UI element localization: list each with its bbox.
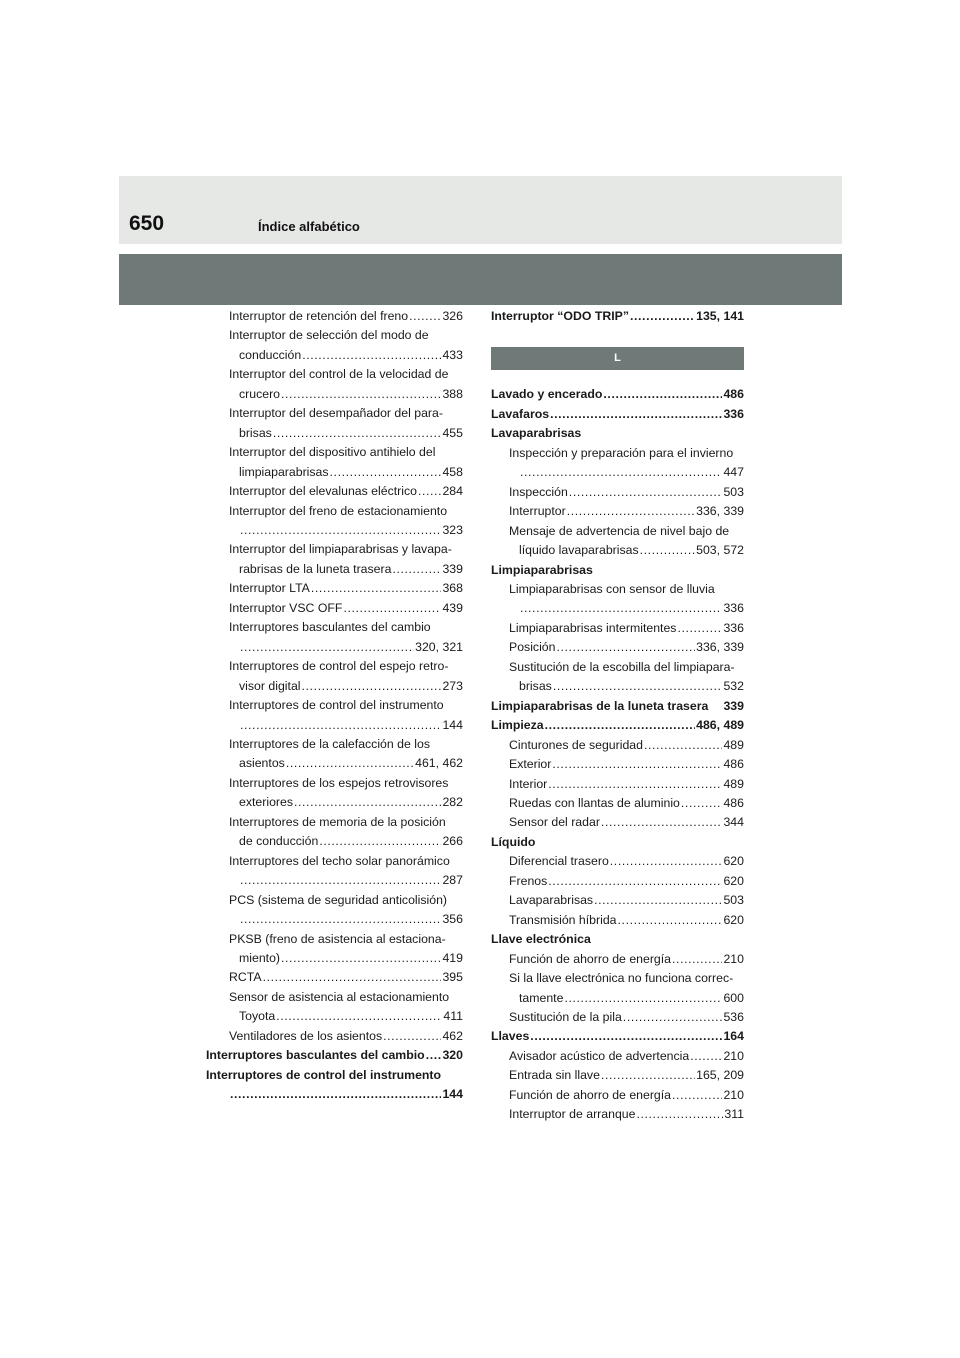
section-banner xyxy=(119,254,842,305)
index-entry xyxy=(206,754,463,773)
entry-page: 536 xyxy=(723,1009,744,1024)
entry-page: 620 xyxy=(723,912,744,927)
index-entry xyxy=(491,813,744,832)
index-entry xyxy=(206,910,463,929)
entry-text: Sustitución de la escobilla del limpiapara- xyxy=(509,659,735,674)
entry-page: 462 xyxy=(442,1028,463,1043)
entry-page: 532 xyxy=(723,679,744,694)
entry-page: 503 xyxy=(723,893,744,908)
leader-dots xyxy=(273,424,442,443)
entry-page: 486 xyxy=(723,387,744,402)
entry-text: visor digital xyxy=(239,678,301,693)
index-entry xyxy=(206,404,463,423)
entry-page: 164 xyxy=(723,1029,744,1044)
entry-text: Sustitución de la pila xyxy=(509,1009,622,1024)
index-entry xyxy=(491,638,744,657)
entry-text: Interruptores de control del instrumento xyxy=(206,1067,442,1082)
index-entry xyxy=(206,949,463,968)
entry-text: Interruptores de los espejos retrovisores xyxy=(229,775,449,790)
index-entry xyxy=(491,1105,744,1124)
leader-dots xyxy=(672,1086,722,1105)
entry-text: brisas xyxy=(239,425,272,440)
entry-page: 458 xyxy=(442,464,463,479)
entry-page: 620 xyxy=(723,854,744,869)
index-entry xyxy=(206,988,463,1007)
leader-dots xyxy=(343,599,441,618)
letter-heading: L xyxy=(491,347,744,370)
index-entry xyxy=(206,871,463,890)
leader-dots xyxy=(601,1066,695,1085)
entry-text: Interior xyxy=(509,776,548,791)
leader-dots xyxy=(569,483,723,502)
entry-text: Diferencial trasero xyxy=(509,854,609,869)
entry-text: Interruptor de selección del modo de xyxy=(229,328,429,343)
leader-dots xyxy=(418,482,441,501)
index-entry xyxy=(206,677,463,696)
leader-dots xyxy=(520,599,722,618)
entry-text: Llave electrónica xyxy=(491,932,591,947)
entry-text: Exterior xyxy=(509,757,552,772)
entry-page: 486 xyxy=(723,795,744,810)
entry-text: Limpiaparabrisas con sensor de lluvia xyxy=(509,581,715,596)
entry-text: Si la llave electrónica no funciona correc- xyxy=(509,971,734,986)
entry-text: Ruedas con llantas de aluminio xyxy=(509,795,680,810)
entry-text: Interruptor “ODO TRIP” xyxy=(491,309,629,323)
index-entry xyxy=(206,696,463,715)
entry-text: Interruptores del techo solar panorámico xyxy=(229,853,450,868)
leader-dots xyxy=(520,463,722,482)
entry-page: 439 xyxy=(442,600,463,615)
entry-text: Posición xyxy=(509,640,556,655)
entry-page: 356 xyxy=(442,912,463,927)
leader-dots xyxy=(640,541,696,560)
entry-text: Interruptores de memoria de la posición xyxy=(229,814,446,829)
leader-dots xyxy=(319,832,441,851)
index-entry xyxy=(491,658,744,677)
leader-dots xyxy=(548,872,722,891)
entry-page: 489 xyxy=(723,776,744,791)
index-entry xyxy=(491,833,744,852)
entry-page: 395 xyxy=(442,970,463,985)
entry-page: 486 xyxy=(723,757,744,772)
leader-dots xyxy=(681,794,723,813)
index-entry xyxy=(206,540,463,559)
index-entry xyxy=(491,1008,744,1027)
leader-dots xyxy=(230,1085,441,1104)
entry-page: 210 xyxy=(723,1048,744,1063)
entry-text: Lavaparabrisas xyxy=(491,426,582,441)
entry-page: 600 xyxy=(723,990,744,1005)
entry-text: Interruptor del dispositivo antihielo del xyxy=(229,445,436,460)
entry-text: brisas xyxy=(519,679,552,694)
entry-page: 433 xyxy=(442,347,463,362)
index-entry xyxy=(206,774,463,793)
index-entry xyxy=(206,482,463,501)
entry-page: 411 xyxy=(443,1009,463,1024)
index-entry xyxy=(491,1027,744,1046)
index-column-right xyxy=(491,307,744,1125)
entry-page: 503 xyxy=(723,484,744,499)
index-entry xyxy=(206,365,463,384)
leader-dots xyxy=(567,502,695,521)
entry-text: Ventiladores de los asientos xyxy=(229,1028,383,1043)
leader-dots xyxy=(644,736,722,755)
leader-dots xyxy=(601,813,723,832)
index-entry xyxy=(491,755,744,774)
entry-text: Frenos xyxy=(509,873,548,888)
entry-text: Limpiaparabrisas intermitentes xyxy=(509,620,677,635)
index-entry xyxy=(206,385,463,404)
entry-page: 368 xyxy=(442,581,463,596)
entry-text: Función de ahorro de energía xyxy=(509,1087,672,1102)
entry-page: 284 xyxy=(442,484,463,499)
index-entry xyxy=(491,561,744,580)
entry-page: 282 xyxy=(442,795,463,810)
entry-text: Sensor del radar xyxy=(509,815,600,830)
entry-page: 486, 489 xyxy=(696,718,744,733)
entry-text: Lavafaros xyxy=(491,406,550,421)
entry-text: Mensaje de advertencia de nivel bajo de xyxy=(509,523,730,538)
entry-page: 336, 339 xyxy=(696,640,744,655)
leader-dots xyxy=(550,405,722,424)
entry-page: 273 xyxy=(442,678,463,693)
index-entry xyxy=(491,697,744,716)
leader-dots xyxy=(311,579,442,598)
leader-dots xyxy=(330,463,442,482)
entry-text: líquido lavaparabrisas xyxy=(519,543,639,558)
entry-text: Limpiaparabrisas de la luneta trasera xyxy=(491,698,709,713)
entry-page: 266 xyxy=(442,834,463,849)
index-entry xyxy=(206,521,463,540)
leader-dots xyxy=(545,716,696,735)
entry-text: PCS (sistema de seguridad anticolisión) xyxy=(229,892,448,907)
index-entry xyxy=(206,930,463,949)
entry-text: PKSB (freno de asistencia al estaciona- xyxy=(229,931,446,946)
entry-text: Interruptores basculantes del cambio xyxy=(206,1048,425,1063)
index-entry xyxy=(491,852,744,871)
leader-dots xyxy=(548,775,722,794)
index-entry xyxy=(491,1066,744,1085)
index-entry xyxy=(206,1066,463,1085)
entry-page: 336, 339 xyxy=(696,504,744,519)
index-entry xyxy=(491,424,744,443)
index-entry xyxy=(206,832,463,851)
entry-text: Avisador acústico de advertencia xyxy=(509,1048,690,1063)
leader-dots xyxy=(677,619,722,638)
entry-text: conducción xyxy=(239,347,302,362)
index-entry xyxy=(206,1085,463,1104)
leader-dots xyxy=(618,911,723,930)
index-entry xyxy=(491,775,744,794)
index-entry xyxy=(206,326,463,345)
entry-page: 320, 321 xyxy=(415,639,463,654)
index-entry xyxy=(206,716,463,735)
index-entry xyxy=(206,735,463,754)
entry-text: tamente xyxy=(519,990,564,1005)
index-entry xyxy=(206,1027,463,1046)
leader-dots xyxy=(603,385,722,404)
entry-text: Lavaparabrisas xyxy=(509,893,594,908)
leader-dots xyxy=(276,1007,442,1026)
entry-text: Interruptor de arranque xyxy=(509,1107,636,1122)
index-entry xyxy=(491,911,744,930)
entry-text: Cinturones de seguridad xyxy=(509,737,643,752)
leader-dots xyxy=(263,968,442,987)
index-entry xyxy=(491,541,744,560)
entry-text: Interruptor de retención del freno xyxy=(229,309,409,323)
leader-dots xyxy=(530,1027,722,1046)
leader-dots xyxy=(240,521,441,540)
index-column-left xyxy=(206,307,463,1105)
entry-text: Sensor de asistencia al estacionamiento xyxy=(229,989,450,1004)
entry-text: Líquido xyxy=(491,834,536,849)
index-entry xyxy=(206,852,463,871)
entry-page: 388 xyxy=(442,386,463,401)
entry-text: Función de ahorro de energía xyxy=(509,951,672,966)
index-entry xyxy=(491,891,744,910)
leader-dots xyxy=(556,638,695,657)
entry-page: 210 xyxy=(723,951,744,966)
entry-text: miento) xyxy=(239,950,281,965)
index-entry xyxy=(491,405,744,424)
entry-text: Limpieza xyxy=(491,718,544,733)
leader-dots xyxy=(564,989,722,1008)
leader-dots xyxy=(552,755,722,774)
index-entry xyxy=(206,793,463,812)
index-entry xyxy=(206,560,463,579)
leader-dots xyxy=(240,638,414,657)
index-entry xyxy=(491,307,744,326)
entry-page: 339 xyxy=(442,561,463,576)
index-entry xyxy=(491,872,744,891)
index-entry xyxy=(491,950,744,969)
index-entry xyxy=(491,930,744,949)
index-entry xyxy=(491,1086,744,1105)
entry-page: 311 xyxy=(724,1107,744,1122)
leader-dots xyxy=(302,677,442,696)
leader-dots xyxy=(426,1046,442,1065)
entry-page: 144 xyxy=(442,1087,463,1102)
entry-page: 320 xyxy=(442,1048,463,1063)
index-entry xyxy=(206,599,463,618)
entry-text: limpiaparabrisas xyxy=(239,464,329,479)
index-entry xyxy=(206,891,463,910)
index-entry xyxy=(206,346,463,365)
leader-dots xyxy=(240,910,441,929)
index-entry xyxy=(206,638,463,657)
entry-text: Limpiaparabrisas xyxy=(491,562,593,577)
index-entry xyxy=(206,307,463,326)
page-number: 650 xyxy=(129,212,165,235)
section-title: Índice alfabético xyxy=(258,219,360,234)
entry-page: 287 xyxy=(442,873,463,888)
entry-page: 455 xyxy=(442,425,463,440)
entry-page: 135, 141 xyxy=(696,309,744,323)
index-entry xyxy=(206,502,463,521)
leader-dots xyxy=(281,385,441,404)
index-entry xyxy=(491,599,744,618)
index-entry xyxy=(491,502,744,521)
leader-dots xyxy=(623,1008,723,1027)
entry-page: 165, 209 xyxy=(696,1068,744,1083)
entry-page: 336 xyxy=(723,620,744,635)
index-entry xyxy=(206,1046,463,1065)
leader-dots xyxy=(553,677,723,696)
entry-text: Interruptores de la calefacción de los xyxy=(229,736,430,751)
entry-page: 339 xyxy=(723,698,744,713)
entry-text: Interruptores basculantes del cambio xyxy=(229,620,431,635)
index-entry xyxy=(491,483,744,502)
entry-page: 620 xyxy=(723,873,744,888)
index-entry xyxy=(206,813,463,832)
entry-page: 336 xyxy=(723,601,744,616)
leader-dots xyxy=(294,793,441,812)
entry-page: 489 xyxy=(723,737,744,752)
entry-text: Toyota xyxy=(239,1009,276,1024)
index-entry xyxy=(206,618,463,637)
index-entry xyxy=(491,385,744,404)
entry-page: 447 xyxy=(723,465,744,480)
entry-text: Llaves xyxy=(491,1029,530,1044)
entry-page: 144 xyxy=(442,717,463,732)
index-entry xyxy=(491,580,744,599)
index-entry xyxy=(491,677,744,696)
entry-page: 419 xyxy=(442,950,463,965)
index-entry xyxy=(206,968,463,987)
leader-dots xyxy=(302,346,441,365)
entry-page: 461, 462 xyxy=(415,756,463,771)
entry-text: Inspección y preparación para el invierno xyxy=(509,445,734,460)
index-entry xyxy=(491,989,744,1008)
entry-page: 326 xyxy=(442,309,463,323)
entry-text: exteriores xyxy=(239,795,293,810)
entry-text: asientos xyxy=(239,756,285,771)
entry-text: Interruptor del freno de estacionamiento xyxy=(229,503,448,518)
index-list-l xyxy=(491,385,744,1124)
index-entry xyxy=(491,716,744,735)
leader-dots xyxy=(672,950,722,969)
entry-text: RCTA xyxy=(229,970,262,985)
index-entry xyxy=(206,443,463,462)
leader-dots xyxy=(240,716,441,735)
header-band xyxy=(119,176,842,244)
entry-text: Interruptor del desempañador del para- xyxy=(229,406,443,421)
entry-page: 323 xyxy=(442,522,463,537)
entry-text: de conducción xyxy=(239,834,319,849)
leader-dots xyxy=(392,560,441,579)
leader-dots xyxy=(240,871,441,890)
entry-text: Interruptor xyxy=(509,504,566,519)
entry-text: Interruptores de control del instrumento xyxy=(229,698,444,713)
index-entry xyxy=(206,463,463,482)
entry-text: Interruptor del elevalunas eléctrico xyxy=(229,484,417,499)
index-entry xyxy=(491,619,744,638)
entry-text: Interruptor LTA xyxy=(229,581,310,596)
index-entry xyxy=(491,444,744,463)
index-entry xyxy=(491,736,744,755)
entry-page: 336 xyxy=(723,406,744,421)
leader-dots xyxy=(594,891,722,910)
leader-dots xyxy=(286,754,414,773)
index-entry xyxy=(206,579,463,598)
entry-text: Entrada sin llave xyxy=(509,1068,600,1083)
entry-text: Interruptores de control del espejo retro- xyxy=(229,659,449,674)
leader-dots xyxy=(281,949,441,968)
entry-text: Transmisión híbrida xyxy=(509,912,617,927)
index-entry xyxy=(206,657,463,676)
leader-dots xyxy=(636,1105,723,1124)
entry-text: Lavado y encerado xyxy=(491,387,603,402)
index-entry xyxy=(491,794,744,813)
index-entry xyxy=(491,522,744,541)
leader-dots xyxy=(409,307,441,326)
index-entry xyxy=(206,424,463,443)
index-entry xyxy=(491,1047,744,1066)
index-entry xyxy=(491,969,744,988)
leader-dots xyxy=(630,307,695,326)
entry-text: rabrisas de la luneta trasera xyxy=(239,561,392,576)
entry-text: crucero xyxy=(239,386,281,401)
entry-page: 210 xyxy=(723,1087,744,1102)
entry-page: 503, 572 xyxy=(696,543,744,558)
leader-dots xyxy=(610,852,723,871)
entry-text: Inspección xyxy=(509,484,568,499)
leader-dots xyxy=(690,1047,722,1066)
entry-text: Interruptor VSC OFF xyxy=(229,600,343,615)
entry-text: Interruptor del limpiaparabrisas y lavapa- xyxy=(229,542,452,557)
entry-page: 344 xyxy=(723,815,744,830)
index-entry xyxy=(206,1007,463,1026)
entry-text: Interruptor del control de la velocidad de xyxy=(229,367,449,382)
leader-dots xyxy=(383,1027,441,1046)
index-entry xyxy=(491,463,744,482)
